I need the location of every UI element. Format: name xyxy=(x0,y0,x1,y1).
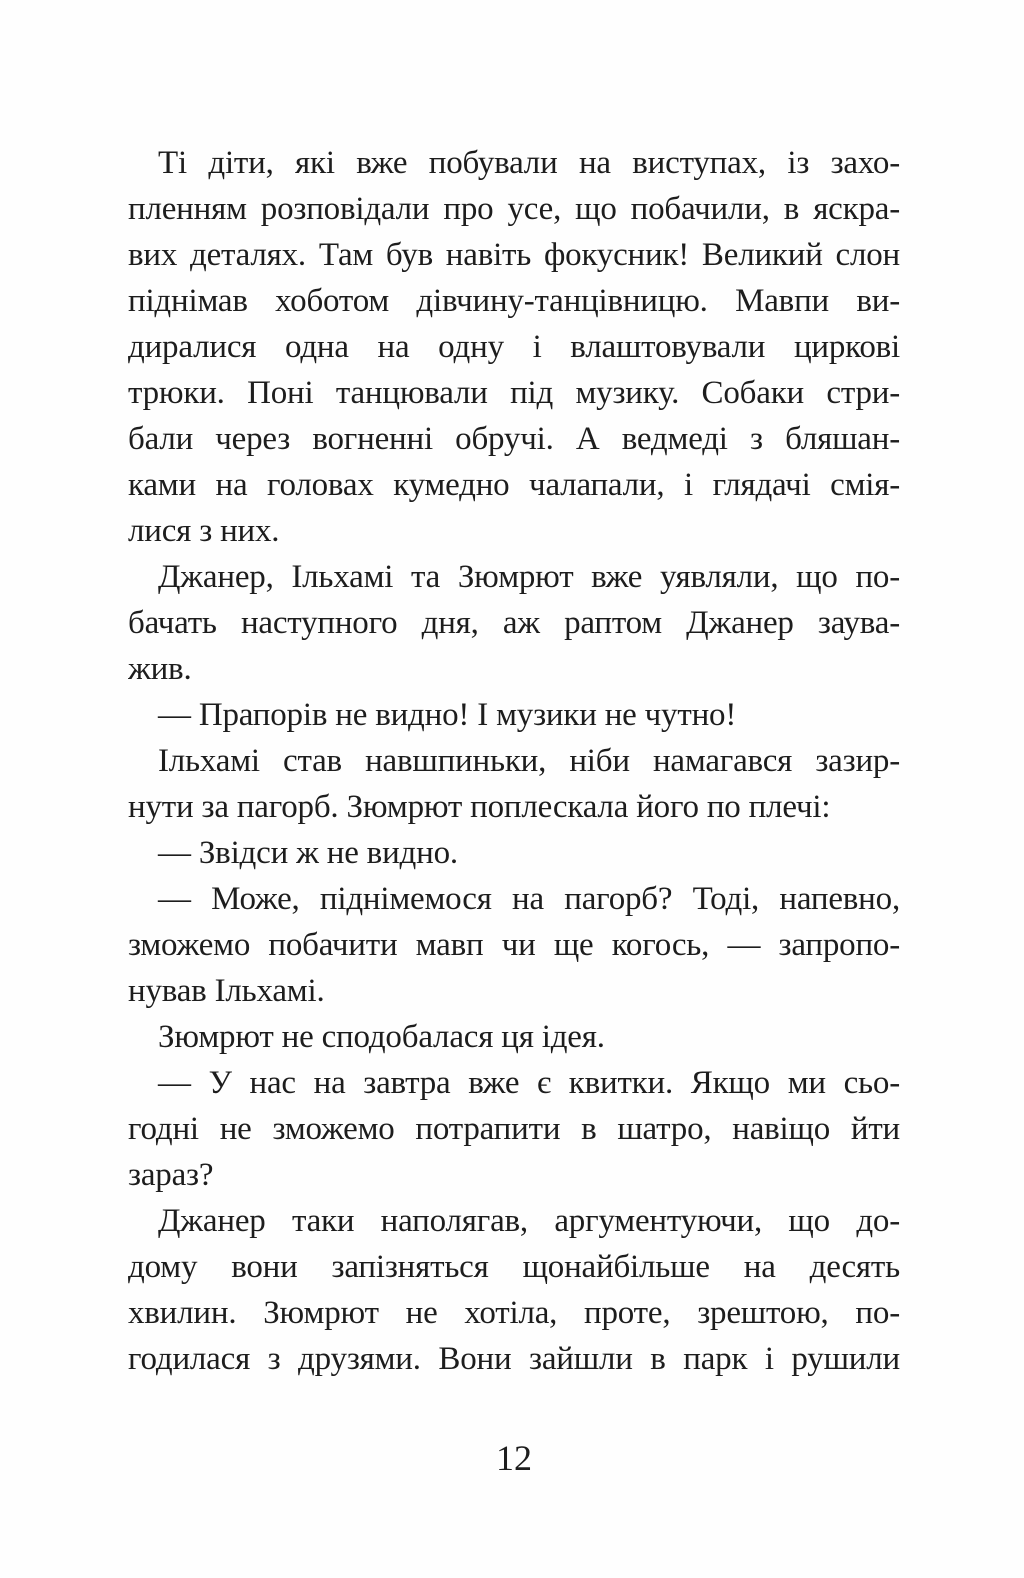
text-line: Джанер таки наполягав, аргументуючи, що до- xyxy=(158,1203,900,1239)
text-line: Зюмрют не сподобалася ця ідея. xyxy=(158,1019,605,1055)
paragraph xyxy=(128,738,900,830)
text-line: — Може, піднімемося на пагорб? Тоді, напевно, xyxy=(158,881,900,917)
paragraph xyxy=(128,140,900,554)
text-line: Ті діти, які вже побували на виступах, із захо- xyxy=(158,145,900,181)
text-line: — Звідси ж не видно. xyxy=(158,835,458,871)
text-line: Ільхамі став навшпиньки, ніби намагався зазир- xyxy=(158,743,900,779)
text-line: вих деталях. Там був навіть фокусник! Великий слон xyxy=(128,237,900,273)
text-line: жив. xyxy=(128,651,192,687)
paragraph xyxy=(128,1198,900,1382)
text-line: хвилин. Зюмрют не хотіла, проте, зрештою, по- xyxy=(128,1295,900,1331)
text-line: піднімав хоботом дівчину-танцівницю. Мавпи ви- xyxy=(128,283,900,319)
text-line: зараз? xyxy=(128,1157,214,1193)
text-line: годилася з друзями. Вони зайшли в парк і рушили xyxy=(128,1341,900,1377)
text-line: лися з них. xyxy=(128,513,280,549)
text-line: дому вони запізняться щонайбільше на десять xyxy=(128,1249,900,1285)
text-line: трюки. Поні танцювали під музику. Собаки стри- xyxy=(128,375,900,411)
text-line: диралися одна на одну і влаштовували циркові xyxy=(128,329,900,365)
paragraph xyxy=(128,830,900,876)
text-line: бачать наступного дня, аж раптом Джанер заува- xyxy=(128,605,900,641)
text-line: годні не зможемо потрапити в шатро, навіщо йти xyxy=(128,1111,900,1147)
paragraph xyxy=(128,692,900,738)
text-line: нути за пагорб. Зюмрют поплескала його по плечі: xyxy=(128,789,831,825)
text-line: пленням розповідали про усе, що побачили, в яскра- xyxy=(128,191,900,227)
paragraph xyxy=(128,554,900,692)
text-line: — Прапорів не видно! І музики не чутно! xyxy=(158,697,737,733)
page-number: 12 xyxy=(496,1438,532,1478)
text-line: ками на головах кумедно чалапали, і глядачі смія- xyxy=(128,467,900,503)
paragraph xyxy=(128,1060,900,1198)
paragraph xyxy=(128,876,900,1014)
text-block xyxy=(128,140,900,1382)
text-line: нував Ільхамі. xyxy=(128,973,325,1009)
text-line: — У нас на завтра вже є квитки. Якщо ми сьо- xyxy=(158,1065,900,1101)
paragraph xyxy=(128,1014,900,1060)
text-line: зможемо побачити мавп чи ще когось, — запропо- xyxy=(128,927,900,963)
text-line: Джанер, Ільхамі та Зюмрют вже уявляли, що по- xyxy=(158,559,900,595)
text-line: бали через вогненні обручі. А ведмеді з бляшан- xyxy=(128,421,900,457)
